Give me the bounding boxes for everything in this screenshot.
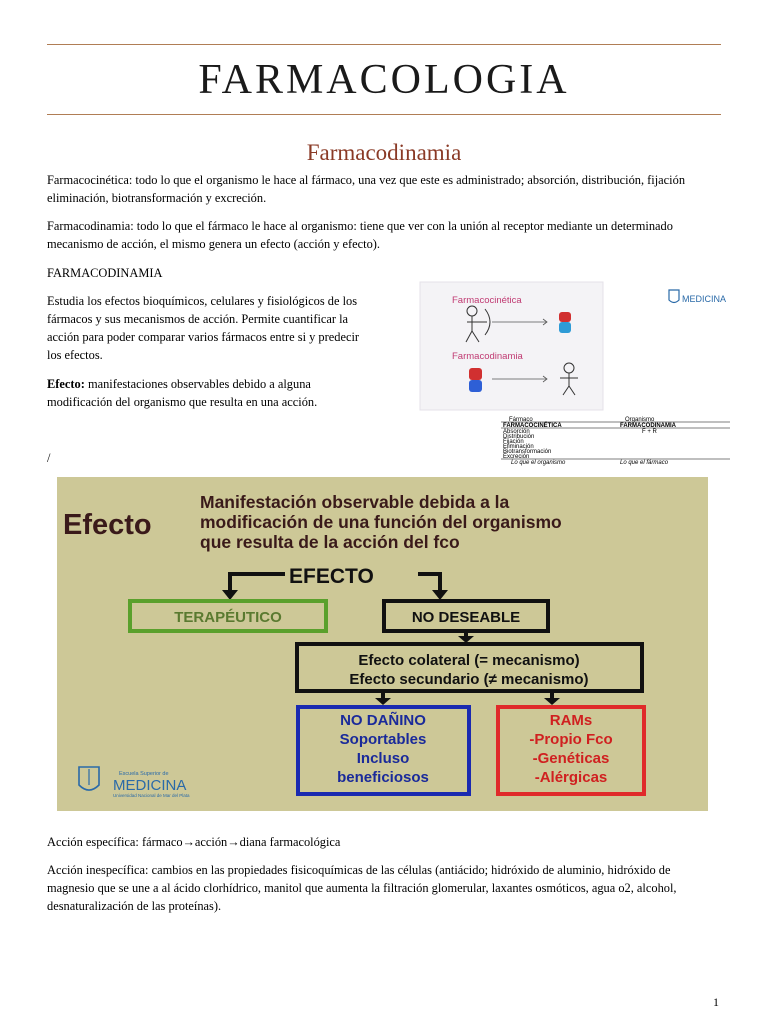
table-row: Eliminación <box>503 444 534 450</box>
section-subtitle: Farmacodinamia <box>306 140 462 165</box>
table-foot2a: Lo que el fármaco <box>620 460 669 466</box>
efecto-label: Efecto: <box>47 377 85 391</box>
accion-especifica: Acción específica: fármaco→acción→diana farmacológica <box>47 835 341 849</box>
capsule-icon-1 <box>559 312 571 333</box>
pharmacology-figure-svg <box>397 279 743 466</box>
farmacodinamia-heading: FARMACODINAMIA <box>47 266 163 280</box>
table-col1: Fármaco <box>509 417 533 423</box>
rams-item: -Alérgicas <box>534 769 608 786</box>
no-danino-item: Soportables <box>339 731 427 748</box>
rams-title: RAMs <box>549 712 593 729</box>
colateral-label: Efecto colateral (= mecanismo) <box>358 652 580 669</box>
page-title: FARMACOLOGIA <box>198 57 570 103</box>
efecto-caps: EFECTO <box>289 565 374 588</box>
svg-text:MEDICINA: MEDICINA <box>113 777 187 794</box>
pharmacology-figure <box>397 279 743 466</box>
table-row: Excreción <box>503 454 530 460</box>
slash-mark: / <box>47 451 51 465</box>
table-row: Fijación <box>503 439 524 445</box>
rams-item: -Propio Fco <box>529 731 613 748</box>
table-head1: FARMACOCINÉTICA <box>503 423 562 429</box>
no-danino-title: NO DAÑINO <box>340 712 426 729</box>
efecto-big-label: Efecto <box>63 509 152 541</box>
rams-item: -Genéticas <box>532 750 610 767</box>
table-row: Biotransformación <box>503 449 552 455</box>
no-danino-item: Incluso <box>356 750 410 767</box>
efecto-diagram-svg <box>57 477 708 811</box>
terapeutico-label: TERAPÉUTICO <box>174 609 282 626</box>
table-foot1a: Lo que el organismo <box>511 460 566 466</box>
no-danino-item: beneficiosos <box>337 769 429 786</box>
efecto-diagram <box>57 477 708 811</box>
svg-text:Manifestación observable debid: Manifestación observable debida a la <box>200 492 510 512</box>
table-formula: F + R <box>642 429 657 435</box>
svg-text:modificación de una función de: modificación de una función del organismo <box>200 512 562 532</box>
top-rule <box>47 44 721 45</box>
svg-text:Universidad Nacional de Mar de: Universidad Nacional de Mar del Plata <box>113 793 190 798</box>
medicina-logo-small <box>669 290 726 304</box>
farmacodinamia-paragraph: Farmacodinamia: todo lo que el fármaco le hace al organismo: tiene que ver con la unión al receptor mediante un determinado mecanismo de acción, el mismo genera un efecto (acción y efecto). <box>47 219 673 251</box>
comparison-table <box>501 417 730 466</box>
efecto-definition <box>47 375 372 411</box>
svg-text:Escuela Superior de: Escuela Superior de <box>119 771 169 777</box>
title-rule <box>47 114 721 115</box>
svg-text:que resulta de la acción del f: que resulta de la acción del fco <box>200 532 460 552</box>
table-row: Distribución <box>503 434 535 440</box>
no-deseable-label: NO DESEABLE <box>411 609 521 626</box>
estudia-paragraph: Estudia los efectos bioquímicos, celulares y fisiológicos de los fármacos y sus mecanismos de acción. Permite cuantificar la acción para poder comparar varios fármacos entre si y predecir los efectos. <box>47 294 360 362</box>
table-head2: FARMACODINAMIA <box>620 423 676 429</box>
svg-text:MEDICINA: MEDICINA <box>682 294 727 304</box>
page-number: 1 <box>713 995 719 1009</box>
accion-inespecifica: Acción inespecífica: cambios en las propiedades fisicoquímicas de las células (antiácido; hidróxido de aluminio, hidróxido de magnesio que se une a al ácido clorhídrico, manitol que aumenta la filtración glomerular, laxantes osmóticos, agua o2, alcohol, desnaturalización de las proteínas). <box>47 863 677 913</box>
table-col2: Organismo <box>625 417 655 423</box>
farmacocinetica-paragraph: Farmacocinética: todo lo que el organismo le hace al fármaco, una vez que este es administrado; absorción, distribución, fijación eliminación, biotransformación y excreción. <box>47 173 686 205</box>
label-farmacodinamia: Farmacodinamia <box>452 351 523 362</box>
label-farmacocinetica: Farmacocinética <box>452 295 522 306</box>
table-row: Absorción <box>503 429 530 435</box>
efecto-text: manifestaciones observables debido a alguna modificación del organismo que resulta en una acción. <box>47 377 318 409</box>
secundario-label: Efecto secundario (≠ mecanismo) <box>349 671 589 688</box>
